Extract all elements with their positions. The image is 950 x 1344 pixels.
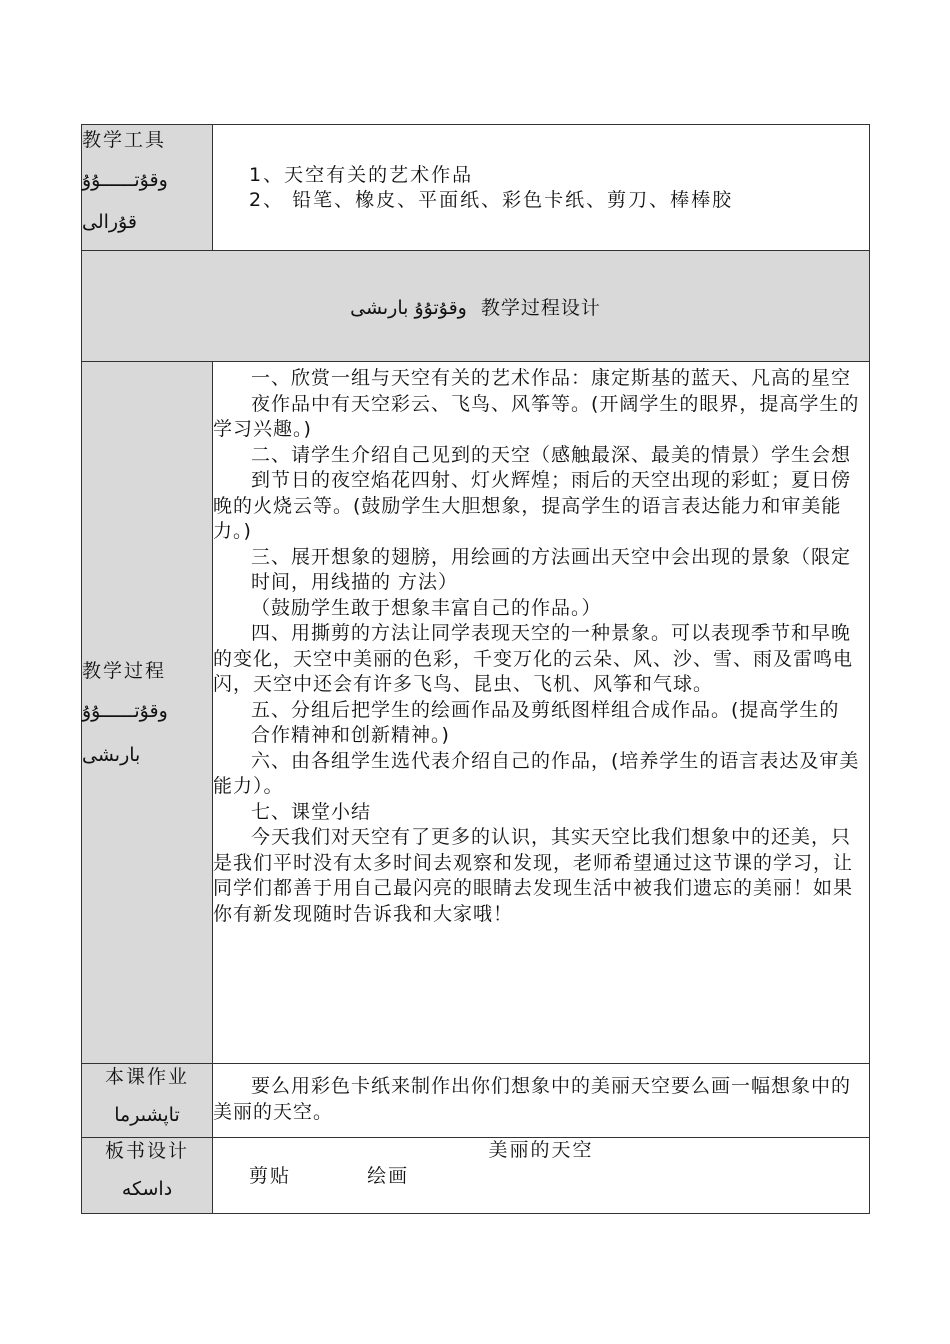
tools-label-cell: [82, 125, 213, 251]
homework-label-ug: تاپشىرما: [114, 1104, 180, 1126]
tools-item-2: 2、 铅笔、橡皮、平面纸、彩色卡纸、剪刀、棒棒胶: [249, 189, 734, 211]
tools-label-ug-1: وقۇتــــــۇۇ: [82, 169, 168, 191]
process-para-11: 六、由各组学生选代表介绍自己的作品，(培养学生的语言表达及审美能力）。: [213, 749, 860, 797]
process-para-9: 五、分组后把学生的绘画作品及剪纸图样组合成作品。(提高学生的: [251, 698, 840, 721]
tools-label-ug-2: قۇرالى: [82, 211, 137, 233]
board-label-ug: داسكە: [121, 1178, 173, 1200]
homework-row: [82, 1064, 870, 1138]
tools-item-1: 1、天空有关的艺术作品: [249, 164, 474, 186]
process-para-2: 夜作品中有天空彩云、飞鸟、风筝等。(开阔学生的眼界，提高学生的学习兴趣。): [213, 392, 860, 440]
process-para-5: 三、展开想象的翅膀，用绘画的方法画出天空中会出现的景象（限定: [251, 545, 852, 568]
process-para-7: （鼓励学生敢于想象丰富自己的作品。）: [251, 596, 602, 619]
process-para-12: 七、课堂小结: [251, 800, 372, 823]
board-content-cell: [213, 1138, 870, 1214]
process-para-3: 二、请学生介绍自己见到的天空（感触最深、最美的情景）学生会想: [251, 443, 852, 466]
design-header-cn: 教学过程设计: [480, 296, 601, 319]
process-para-4: 到节日的夜空焰花四射、灯火辉煌；雨后的天空出现的彩虹；夏日傍晚的火烧云等。(鼓励学生大胆想象，提高学生的语言表达能力和审美能力。): [213, 469, 852, 542]
process-para-6: 时间，用线描的 方法）: [251, 571, 459, 593]
process-row: [82, 362, 870, 1064]
board-label-cn: 板书设计: [104, 1140, 189, 1162]
homework-text: 要么用彩色卡纸来制作出你们想象中的美丽天空要么画一幅想象中的美丽的天空。: [213, 1075, 852, 1123]
board-title: 美丽的天空: [488, 1139, 594, 1161]
process-para-10: 合作精神和创新精神。): [251, 724, 450, 746]
tools-label-cn: 教学工具: [82, 129, 167, 151]
process-label-cn: 教学过程: [82, 659, 167, 682]
tools-row: [82, 125, 870, 251]
board-item-cut-paste: 剪贴: [249, 1164, 292, 1187]
process-content-cell: [213, 362, 870, 1064]
board-item-painting: 绘画: [367, 1164, 410, 1187]
design-header-row: [82, 251, 870, 362]
homework-label-cn: 本课作业: [104, 1066, 189, 1088]
design-header-ug: وقۇتۇۇ بارىشى: [350, 296, 467, 319]
process-label-cell: [82, 362, 213, 1064]
process-label-ug-2: بارىشى: [82, 743, 141, 766]
homework-content-cell: [213, 1064, 870, 1138]
process-para-1: 一、欣赏一组与天空有关的艺术作品：康定斯基的蓝天、凡高的星空: [251, 367, 852, 389]
design-header-cell: [82, 251, 870, 362]
process-label-ug-1: وقۇتــــــۇۇ: [82, 699, 168, 722]
lesson-plan-table: [81, 124, 870, 1214]
homework-label-cell: [82, 1064, 213, 1138]
process-para-13: 今天我们对天空有了更多的认识，其实天空比我们想象中的还美，只是我们平时没有太多时间去观察和发现，老师希望通过这节课的学习，让同学们都善于用自己最闪亮的眼睛去发现生活中被我们遗忘的美丽！如果你有新发现随时告诉我和大家哦！: [213, 826, 854, 925]
board-label-cell: [82, 1138, 213, 1214]
board-row: [82, 1138, 870, 1214]
tools-content-cell: [213, 125, 870, 251]
process-para-8: 四、用撕剪的方法让同学表现天空的一种景象。可以表现季节和早晚的变化，天空中美丽的色彩，千变万化的云朵、风、沙、雪、雨及雷鸣电闪，天空中还会有许多飞鸟、昆虫、飞机、风筝和气球。: [213, 622, 854, 695]
